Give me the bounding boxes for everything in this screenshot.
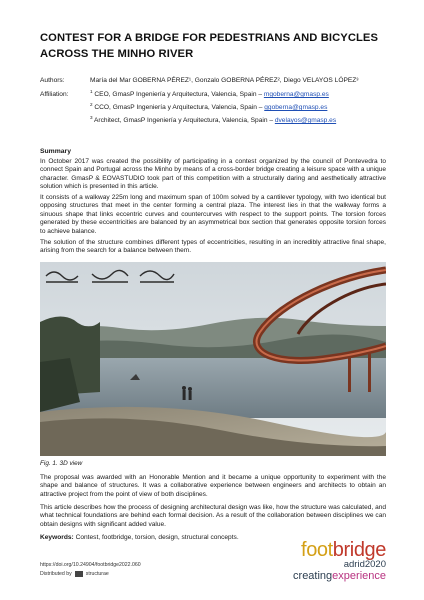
summary-paragraph-2: It consists of a walkway 225m long and maximum span of 100m solved by a cantilever typology, with two identical but opposing structures that meet in the center forming a central plaza. The interest lies in that the walkway forms a sinuous shape that links eccentric curves and countercurves with respect to the support points. The torsion forces generated by these eccentricities are balanced by an asymmetrical box section that generates opposite torsion forces to achieve balance. [40, 194, 386, 235]
distributor-name: structurae [85, 571, 109, 577]
summary-paragraph-1: In October 2017 was created the possibility of participating in a contest organized by the council of Pontevedra to connect Spain and Portugal across the Minho by means of a cross-border bridge creating a leisure space with a unique character. GmasP & EOVASTUDIO took part of this competition with a structurally daring and aesthetically attractive solution which is presented in this article. [40, 158, 386, 191]
keywords-list: Contest, footbridge, torsion, design, structural concepts. [75, 534, 239, 541]
body-paragraph-1: The proposal was awarded with an Honorable Mention and it became a unique opportunity to experiment with the shape and balance of structures. It was a collaborative experience between engineers and architects to obtain an attractive project from the point of view of both disciplines. [40, 474, 386, 498]
body-paragraph-2: This article describes how the process of designing architectural design was like, how the structure was calculated, and what technical foundations are behind each formal decision. As a result of the collaboration between disciplines we can obtain designs with significant added value. [40, 504, 386, 528]
keywords-row [40, 534, 239, 541]
authors-label: Authors: [40, 77, 65, 84]
authors-list: María del Mar GOBERNA PÉREZ¹, Gonzalo GOBERNA PÉREZ², Diego VELAYOS LÓPEZ³ [90, 77, 359, 84]
distributed-by: Distributed by structurae [40, 571, 109, 577]
email-link-2[interactable]: ggoberna@gmasp.es [264, 104, 328, 111]
figure-3d-view [40, 262, 386, 456]
summary-heading: Summary [40, 148, 71, 155]
structurae-logo-icon [75, 571, 83, 577]
keywords-label: Keywords: [40, 534, 74, 541]
email-link-3[interactable]: dvelayos@gmasp.es [274, 117, 337, 124]
footbridge-logo: footbridge adrid2020 creatingexperience [293, 539, 386, 582]
paper-title: CONTEST FOR A BRIDGE FOR PEDESTRIANS AND BICYCLES ACROSS THE MINHO RIVER [40, 32, 379, 60]
figure-caption: Fig. 1. 3D view [40, 460, 83, 467]
summary-paragraph-3: The solution of the structure combines different types of eccentricities, resulting in an incredibly attractive final shape, arising from the search for a balance between them. [40, 239, 386, 255]
bridge-render-image [40, 262, 386, 456]
doi-link[interactable]: https://doi.org/10.24904/footbridge2022.060 [40, 562, 141, 568]
affiliation-label: Affiliation: [40, 91, 69, 98]
email-link-1[interactable]: mgoberna@gmasp.es [263, 91, 329, 98]
paper-page: CONTEST FOR A BRIDGE FOR PEDESTRIANS AND BICYCLES ACROSS THE MINHO RIVER Authors: María del Mar GOBERNA PÉREZ¹, Gonzalo GOBERNA PÉREZ², Diego VELAYOS LÓPEZ³ Affiliation: $^1$ CEO, GmasP Ingeniería y Arquitectura, Valencia, Spain – mgoberna@gmasp.es $^2$ CCO, GmasP Ingeniería y Arquitectura, Valencia, Spain – ggoberna@gmasp.es $^3$ Architect, GmasP Ingeniería y Arquitectura, Valencia, Spain – dvelayos@gmasp.es Summary In October 2017 was created the possibility of participating in a contest organized by the council of Pontevedra to connect Spain and Portugal across the Minho by means of a cross-border bridge creating a leisure space with a unique character. GmasP & EOVASTUDIO took part of this competition with a structurally daring and aesthetically attractive solution which is presented in this article. It consists of a walkway 225m long and maximum span of 100m solved by a cantilever typology, with two identical but opposing structures that meet in the center forming a central plaza. The interest lies in that the walkway forms a sinuous shape that links eccentric curves and countercurves with respect to the support points. The torsion forces generated by these eccentricities are balanced by an asymmetrical box section that generates opposite torsion forces to achieve balance. The solution of the structure combines different types of eccentricities, resulting in an incredibly attractive final shape, arising from the search for a balance between them. Fig. 1. 3D view The proposal was awarded with an Honorable Mention and it became a unique opportunity to experiment with the shape and balance of structures. It was a collaborative experience between engineers and architects to obtain an attractive project from the point of view of both disciplines. This article describes how the process of designing architectural design was like, how the structure was calculated, and what technical foundations are behind each formal decision. As a result of the collaboration between disciplines we can obtain designs with significant added value. Keywords: Contest, footbridge, torsion, design, structural concepts. https://doi.org/10.24904/footbridge2022.060 Distributed by structurae footbridge adrid2020 creatingexperience [0, 0, 424, 600]
